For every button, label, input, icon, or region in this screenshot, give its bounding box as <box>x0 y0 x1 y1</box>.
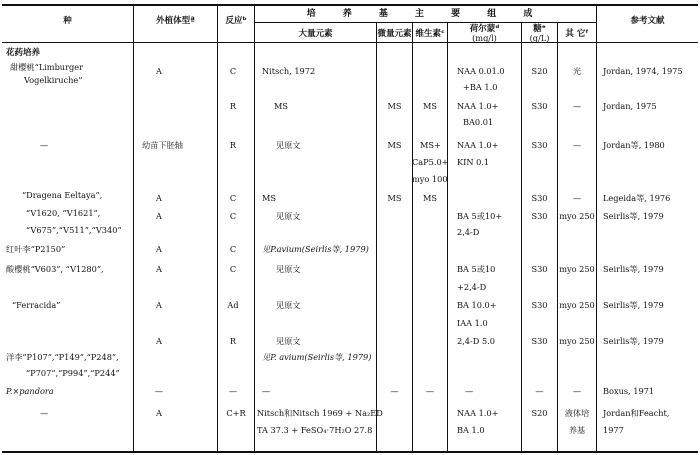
micro-cell: MS <box>387 101 402 111</box>
species-cell: “V1620, “V1621”, <box>26 208 101 218</box>
header-micro: 微量元素 <box>377 29 412 39</box>
bottom-rule <box>2 451 698 453</box>
other-cell: myo 250 <box>559 211 595 221</box>
sugar-cell: S30 <box>531 101 548 111</box>
species-cell: Vogelkiruche” <box>24 75 83 85</box>
section-label: 花药培养 <box>6 48 41 58</box>
hormone-cell: BA 10.0+ <box>457 300 497 310</box>
reaction-cell: C <box>229 211 237 221</box>
hormone-cell: BA 1.0 <box>457 425 485 435</box>
reaction-cell: C <box>229 264 237 274</box>
macro-cell: 见原文 <box>276 264 301 274</box>
reference-cell: Seirlis等, 1979 <box>603 264 664 274</box>
other-cell: myo 250 <box>559 264 595 274</box>
header-other: 其 它ᶠ <box>565 29 589 39</box>
sugar-cell: S30 <box>531 211 548 221</box>
explant-cell: A <box>156 300 162 310</box>
col-rule <box>254 4 255 451</box>
vitamin-cell: MS <box>423 101 437 111</box>
reaction-cell: R <box>229 336 237 346</box>
other-cell: — <box>572 101 582 111</box>
explant-cell: A <box>156 408 162 418</box>
species-cell: P.×pandora <box>6 386 54 396</box>
micro-cell: — <box>390 386 399 396</box>
reaction-cell: C+R <box>226 408 246 418</box>
hormone-cell: NAA 1.0+ <box>457 140 499 150</box>
reference-cell: Jordan, 1974, 1975 <box>603 66 683 76</box>
species-cell: 甜樱桃“Limburger <box>10 62 83 72</box>
macro-cell: 见P.avium(Seirlis等, 1979) <box>262 244 369 254</box>
explant-cell: A <box>156 211 162 221</box>
other-cell: 液体培 <box>564 408 590 418</box>
macro-cell: Nitsch和Nitsch 1969 + Na₂ED <box>257 408 383 418</box>
other-cell: — <box>572 193 582 203</box>
reference-cell: Seirlis等, 1979 <box>603 300 664 310</box>
vitamin-cell: MS <box>423 193 437 203</box>
hormone-cell: BA 5或10 <box>457 264 496 274</box>
header-sugar: 糖ᵉ <box>533 24 546 34</box>
macro-cell: 见原文 <box>276 300 301 310</box>
hormone-cell: +BA 1.0 <box>463 82 498 92</box>
header-hormone-unit: (mg/l) <box>472 33 497 43</box>
species-cell: 酸樱桃“V603”, “V1280”, <box>6 264 104 274</box>
explant-cell: A <box>156 66 162 76</box>
reaction-cell: — <box>228 386 238 396</box>
explant-cell: A <box>156 264 162 274</box>
explant-cell: A <box>156 244 162 254</box>
hormone-cell: BA0.01 <box>463 117 494 127</box>
species-cell: “Dragena Eeltaya”, <box>22 190 103 200</box>
hormone-cell: NAA 1.0+ <box>457 101 499 111</box>
header-macro: 大量元素 <box>298 29 333 39</box>
other-cell: myo 250 <box>559 300 595 310</box>
vitamin-cell: myo 100 <box>412 174 448 184</box>
reference-cell: 1977 <box>603 425 624 435</box>
macro-cell: Nitsch, 1972 <box>262 66 316 76</box>
explant-cell: 幼苗下胚轴 <box>142 140 183 150</box>
macro-cell: TA 37.3 + FeSO₄·7H₂O 27.8 <box>257 425 373 435</box>
reaction-cell: R <box>229 101 237 111</box>
reaction-cell: C <box>229 66 237 76</box>
vitamin-cell: — <box>425 386 435 396</box>
explant-cell: A <box>156 193 162 203</box>
header-hormone: 荷尔蒙ᵈ <box>469 24 500 34</box>
header-reaction: 反应ᵇ <box>225 16 247 26</box>
reference-cell: Boxus, 1971 <box>603 386 655 396</box>
col-rule <box>596 4 597 451</box>
species-cell: 洋李“P107”,“P149”,“P248”, <box>6 352 119 362</box>
reference-cell: Seirlis等, 1979 <box>603 336 664 346</box>
hormone-cell: NAA 0.01.0 <box>457 66 505 76</box>
micro-cell: MS <box>387 140 402 150</box>
top-rule <box>2 4 698 6</box>
sugar-cell: S30 <box>531 193 548 203</box>
reference-cell: Jordan, 1975 <box>603 101 657 111</box>
species-cell: — <box>40 408 49 418</box>
hormone-cell: NAA 1.0+ <box>457 408 499 418</box>
sugar-cell: S20 <box>531 66 548 76</box>
macro-cell: MS <box>274 101 288 111</box>
reaction-cell: Ad <box>227 300 239 310</box>
species-cell: — <box>40 140 49 150</box>
sugar-cell: S30 <box>531 300 548 310</box>
sugar-cell: S30 <box>531 264 548 274</box>
other-cell: myo 250 <box>559 336 595 346</box>
sugar-cell: — <box>535 386 544 396</box>
species-cell: 红叶李“P2150” <box>6 244 66 254</box>
hormone-cell: 2,4-D 5.0 <box>457 336 495 346</box>
species-cell: “Ferracida” <box>12 300 61 310</box>
sugar-cell: S20 <box>531 408 548 418</box>
sugar-cell: S30 <box>531 140 548 150</box>
micro-cell: MS <box>387 193 402 203</box>
hormone-cell: 2,4-D <box>457 227 480 237</box>
reference-cell: Jordan等, 1980 <box>603 140 665 150</box>
col-rule <box>447 22 448 451</box>
hormone-cell: BA 5或10+ <box>457 211 503 221</box>
macro-cell: MS <box>262 193 276 203</box>
header-species: 种 <box>63 16 72 26</box>
header-reference: 参考文献 <box>630 16 665 26</box>
reaction-cell: C <box>229 193 237 203</box>
macro-cell: — <box>262 386 271 396</box>
reference-cell: Jordan和Feacht, <box>603 408 670 418</box>
vitamin-cell: CaP5.0+ <box>412 157 449 167</box>
macro-cell: 见原文 <box>276 140 301 150</box>
header-explant: 外植体型ª <box>156 16 195 26</box>
reaction-cell: C <box>229 244 237 254</box>
reaction-cell: R <box>229 140 237 150</box>
other-cell: — <box>572 386 582 396</box>
species-cell: “V675”,“V511”,“V340” <box>26 225 122 235</box>
other-cell: — <box>572 140 582 150</box>
group-rule <box>254 22 596 23</box>
other-cell: 光 <box>572 66 582 76</box>
macro-cell: 见原文 <box>276 336 301 346</box>
header-rule <box>2 42 698 43</box>
hormone-cell: KIN 0.1 <box>457 157 490 167</box>
hormone-cell: — <box>465 386 474 396</box>
hormone-cell: IAA 1.0 <box>457 318 488 328</box>
macro-cell: 见P. avium(Seirlis等, 1979) <box>262 352 372 362</box>
header-sugar-unit: (g/L) <box>529 33 550 43</box>
sugar-cell: S30 <box>531 336 548 346</box>
explant-cell: A <box>156 336 162 346</box>
macro-cell: 见原文 <box>276 211 301 221</box>
vitamin-cell: MS+ <box>420 140 441 150</box>
hormone-cell: +2,4-D <box>457 282 487 292</box>
species-cell: “P707”,“P994”,“P244” <box>26 368 120 378</box>
header-vitamin: 维生素ᶜ <box>415 29 445 39</box>
explant-cell: — <box>154 386 164 396</box>
header-group-title: 培 养 基 主 要 组 成 <box>306 9 545 19</box>
reference-cell: Seirlis等, 1979 <box>603 211 664 221</box>
other-cell: 养基 <box>568 425 586 435</box>
reference-cell: Legeida等, 1976 <box>603 193 671 203</box>
